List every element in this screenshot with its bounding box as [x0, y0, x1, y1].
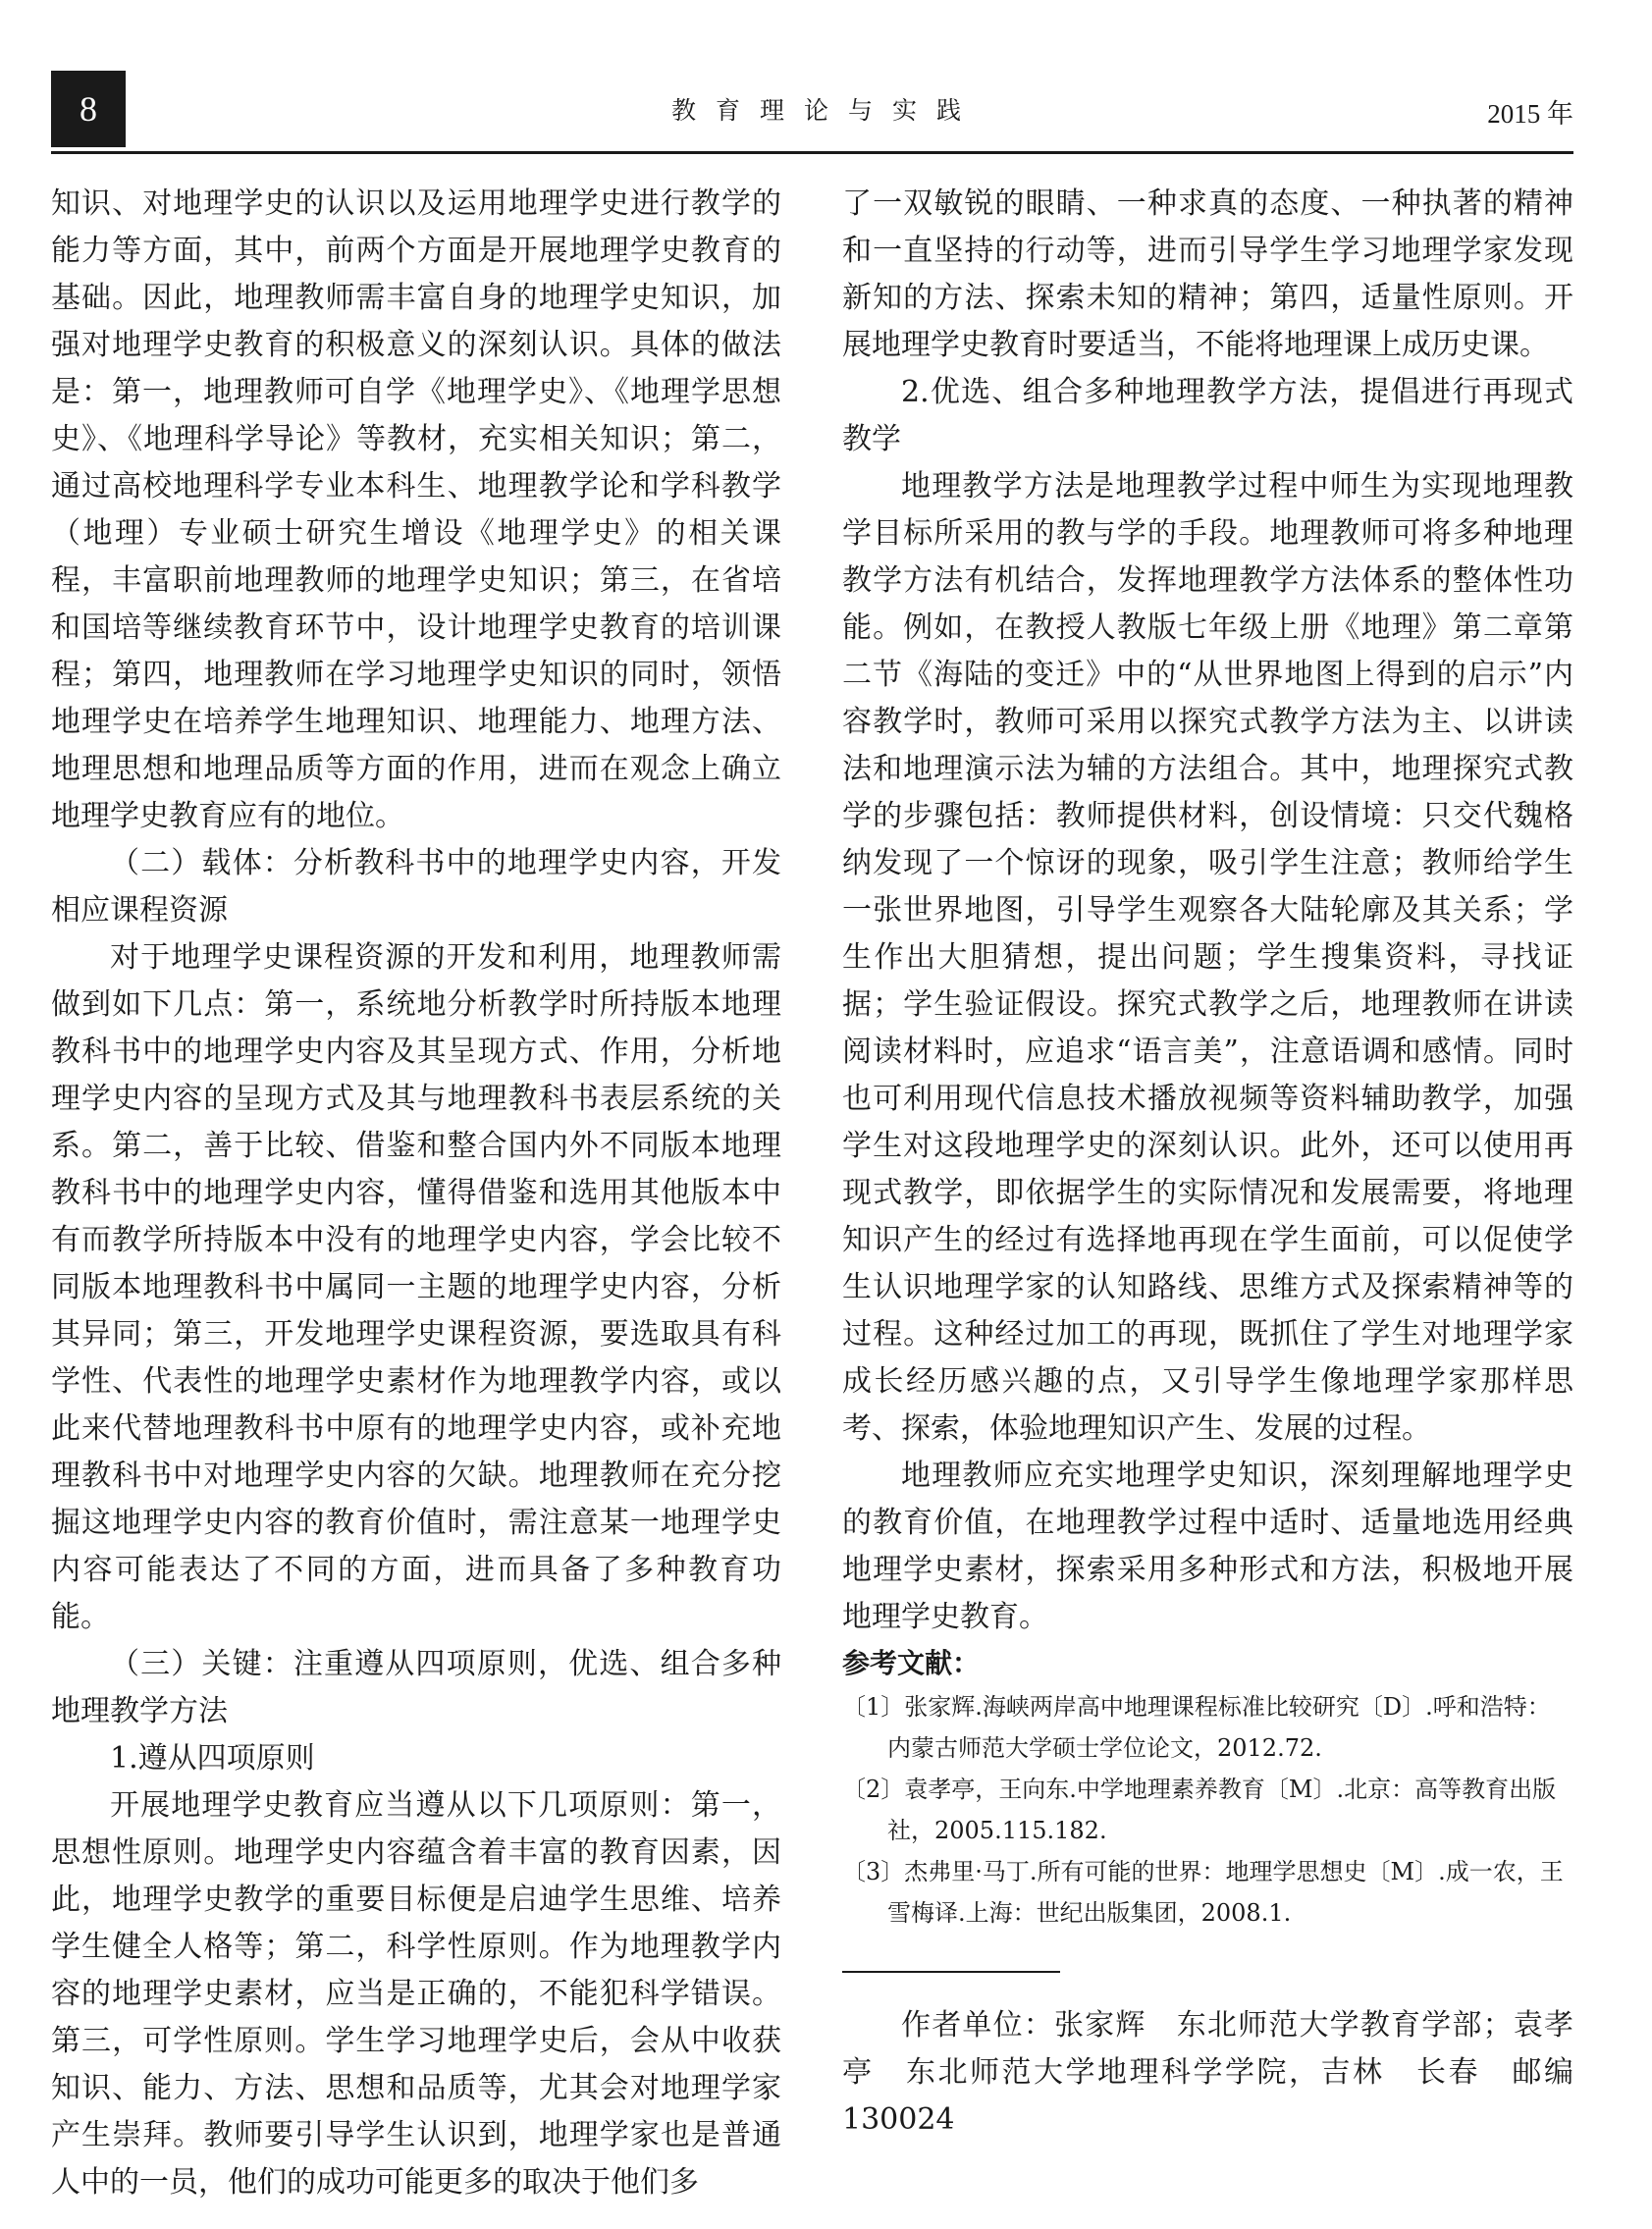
paragraph: 对于地理学史课程资源的开发和利用，地理教师需做到如下几点：第一，系统地分析教学时所持版本地理教科书中的地理学史内容及其呈现方式、作用，分析地理学史内容的呈现方式及其与地理教科书表层系统的关系。第二，善于比较、借鉴和整合国内外不同版本地理教科书中的地理学史内容，懂得借鉴和选用其他版本中有而教学所持版本中没有的地理学史内容，学会比较不同版本地理教科书中属同一主题的地理学史内容，分析其异同；第三，开发地理学史课程资源，要选取具有科学性、代表性的地理学史素材作为地理教学内容，或以此来代替地理教科书中原有的地理学史内容，或补充地理教科书中对地理学史内容的欠缺。地理教师在充分挖掘这地理学史内容的教育价值时，需注意某一地理学史内容可能表达了不同的方面，进而具备了多种教育功能。 [51, 940, 781, 1634]
left-column [51, 181, 781, 2206]
reference-item: 〔1〕张家辉.海峡两岸高中地理课程标准比较研究〔D〕.呼和浩特：内蒙古师范大学硕士学位论文，2012.72. [842, 1693, 1551, 1762]
paragraph: 地理教师应充实地理学史知识，深刻理解地理学史的教育价值，在地理教学过程中适时、适量地选用经典地理学史素材，探索采用多种形式和方法，积极地开展地理学史教育。 [842, 1459, 1573, 1634]
author-affiliation: 作者单位：张家辉 东北师范大学教育学部；袁孝亭 东北师范大学地理科学学院，吉林 长春 邮编130024 [842, 2008, 1573, 2137]
references-title: 参考文献： [842, 1647, 981, 1679]
paragraph: 知识、对地理学史的认识以及运用地理学史进行教学的能力等方面，其中，前两个方面是开展地理学史教育的基础。因此，地理教师需丰富自身的地理学史知识，加强对地理学史教育的积极意义的深刻认识。具体的做法是：第一，地理教师可自学《地理学史》、《地理学思想史》、《地理科学导论》等教材，充实相关知识；第二，通过高校地理科学专业本科生、地理教学论和学科教学（地理）专业硕士研究生增设《地理学史》的相关课程，丰富职前地理教师的地理学史知识；第三，在省培和国培等继续教育环节中，设计地理学史教育的培训课程；第四，地理教师在学习地理学史知识的同时，领悟地理学史在培养学生地理知识、地理能力、地理方法、地理思想和地理品质等方面的作用，进而在观念上确立地理学史教育应有的地位。 [51, 186, 781, 833]
header-rule [51, 151, 1573, 154]
page-number: 8 [51, 71, 126, 147]
section-heading: （二）载体：分析教科书中的地理学史内容，开发相应课程资源 [51, 846, 781, 928]
journal-title: 教育理论与实践 [670, 96, 981, 125]
right-column [842, 181, 1573, 2144]
section-heading: （三）关键：注重遵从四项原则，优选、组合多种地理教学方法 [51, 1647, 781, 1728]
reference-item: 〔3〕杰弗里·马丁.所有可能的世界：地理学思想史〔M〕.成一农，王雪梅译.上海：世纪出版集团，2008.1. [842, 1858, 1564, 1927]
reference-item: 〔2〕袁孝亭，王向东.中学地理素养教育〔M〕.北京：高等教育出版社，2005.115.182. [842, 1776, 1557, 1844]
issue-year: 2015 年 [1487, 99, 1573, 129]
paragraph: 开展地理学史教育应当遵从以下几项原则：第一，思想性原则。地理学史内容蕴含着丰富的教育因素，因此，地理学史教学的重要目标便是启迪学生思维、培养学生健全人格等；第二，科学性原则。作为地理教学内容的地理学史素材，应当是正确的，不能犯科学错误。第三，可学性原则。学生学习地理学史后，会从中收获知识、能力、方法、思想和品质等，尤其会对地理学家产生崇拜。教师要引导学生认识到，地理学家也是普通人中的一员，他们的成功可能更多的取决于他们多 [51, 1788, 781, 2200]
paragraph: 地理教学方法是地理教学过程中师生为实现地理教学目标所采用的教与学的手段。地理教师可将多种地理教学方法有机结合，发挥地理教学方法体系的整体性功能。例如，在教授人教版七年级上册《地理》第二章第二节《海陆的变迁》中的“从世界地图上得到的启示”内容教学时，教师可采用以探究式教学方法为主、以讲读法和地理演示法为辅的方法组合。其中，地理探究式教学的步骤包括：教师提供材料，创设情境：只交代魏格纳发现了一个惊讶的现象，吸引学生注意；教师给学生一张世界地图，引导学生观察各大陆轮廓及其关系；学生作出大胆猜想，提出问题；学生搜集资料，寻找证据；学生验证假设。探究式教学之后，地理教师在讲读阅读材料时，应追求“语言美”，注意语调和感情。同时也可利用现代信息技术播放视频等资料辅助教学，加强学生对这段地理学史的深刻认识。此外，还可以使用再现式教学，即依据学生的实际情况和发展需要，将地理知识产生的经过有选择地再现在学生面前，可以促使学生认识地理学家的认知路线、思维方式及探索精神等的过程。这种经过加工的再现，既抓住了学生对地理学家成长经历感兴趣的点，又引导学生像地理学家那样思考、探索，体验地理知识产生、发展的过程。 [842, 469, 1573, 1446]
subsection-heading: 1.遵从四项原则 [110, 1741, 315, 1776]
paragraph: 了一双敏锐的眼睛、一种求真的态度、一种执著的精神和一直坚持的行动等，进而引导学生学习地理学家发现新知的方法、探索未知的精神；第四，适量性原则。开展地理学史教育时要适当，不能将地理课上成历史课。 [842, 186, 1573, 362]
subsection-heading: 2.优选、组合多种地理教学方法，提倡进行再现式教学 [842, 375, 1573, 456]
author-divider [842, 1971, 1060, 1973]
